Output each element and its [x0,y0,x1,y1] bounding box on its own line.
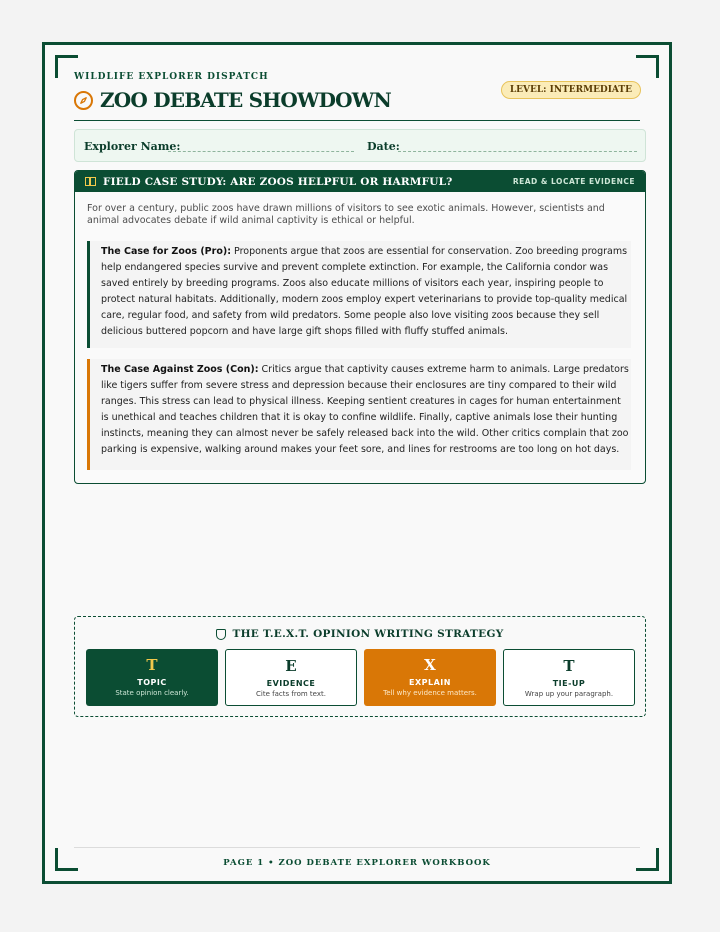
footer-divider [74,847,640,848]
corner-bracket-top-right [636,55,659,78]
strategy-card-topic [86,649,218,706]
case-study-panel [74,170,646,484]
con-label: The Case Against Zoos (Con): [101,364,259,375]
card-name: TIE-UP [552,679,586,688]
header-divider [74,120,640,121]
card-desc: State opinion clearly. [115,689,189,697]
date-field[interactable] [398,151,637,152]
explorer-name-label: Explorer Name: [84,140,181,153]
shield-icon [216,629,226,640]
compass-icon [74,91,93,110]
card-letter: T [146,656,158,674]
card-desc: Tell why evidence matters. [383,689,477,697]
case-study-header [75,171,645,192]
kicker: WILDLIFE EXPLORER DISPATCH [74,72,269,82]
card-desc: Cite facts from text. [256,690,326,698]
card-name: EVIDENCE [266,679,316,688]
explorer-name-field[interactable] [168,151,354,152]
date-label: Date: [367,140,400,153]
text-strategy-header [75,628,645,640]
card-name: EXPLAIN [409,678,451,687]
card-letter: E [285,657,297,675]
case-study-intro: For over a century, public zoos have drawn millions of visitors to see exotic animals. However, scientists and animal advocates debate if wild animal captivity is ethical or helpful. [87,203,605,226]
text-strategy-title: THE T.E.X.T. OPINION WRITING STRATEGY [232,628,504,640]
strategy-card-tie-up [503,649,635,706]
strategy-card-evidence [225,649,357,706]
card-letter: X [424,656,436,674]
page-title: ZOO DEBATE SHOWDOWN [100,88,391,112]
con-text: Critics argue that captivity causes extreme harm to animals. Large predators like tigers suffer from severe stress and depression because their enclosures are tiny compared to their wild ranges. This stress can lead to physical illness. Keeping sentient creatures in cages for human entertainment is unethical and teaches children that it is okay to confine wildlife. Finally, captive animals lose their hunting instincts, meaning they can almost never be safely released back into the wild. Other critics complain that zoo parking is expensive, walking around makes your feet sore, and lines for restrooms are too long on hot days. [101,364,629,455]
worksheet-frame [42,42,672,884]
page-footer: PAGE 1 • ZOO DEBATE EXPLORER WORKBOOK [223,858,491,868]
text-strategy-box [74,616,646,717]
case-study-title: FIELD CASE STUDY: ARE ZOOS HELPFUL OR HARMFUL? [103,175,453,188]
card-desc: Wrap up your paragraph. [524,690,614,698]
con-argument [87,359,631,470]
pro-label: The Case for Zoos (Pro): [101,246,231,257]
case-study-tag: READ & LOCATE EVIDENCE [512,177,635,186]
title-row [74,88,391,112]
pro-argument [87,241,631,348]
strategy-card-explain [364,649,496,706]
book-icon [85,177,96,186]
card-name: TOPIC [137,678,167,687]
level-badge: LEVEL: INTERMEDIATE [501,81,641,99]
pro-text: Proponents argue that zoos are essential for conservation. Zoo breeding programs help endangered species survive and prevent complete extinction. For example, the California condor was saved entirely by breeding programs. Zoos also educate millions of visitors each year, inspiring people to protect natural habitats. Additionally, modern zoos employ expert veterinarians to provide top-quality medical care, regular food, and safety from wild predators. Some people also love visiting zoos because they sell delicious buttered popcorn and have large gift shops filled with fluffy stuffed animals. [101,246,628,337]
card-letter: T [563,657,575,675]
name-date-bar [74,129,646,162]
